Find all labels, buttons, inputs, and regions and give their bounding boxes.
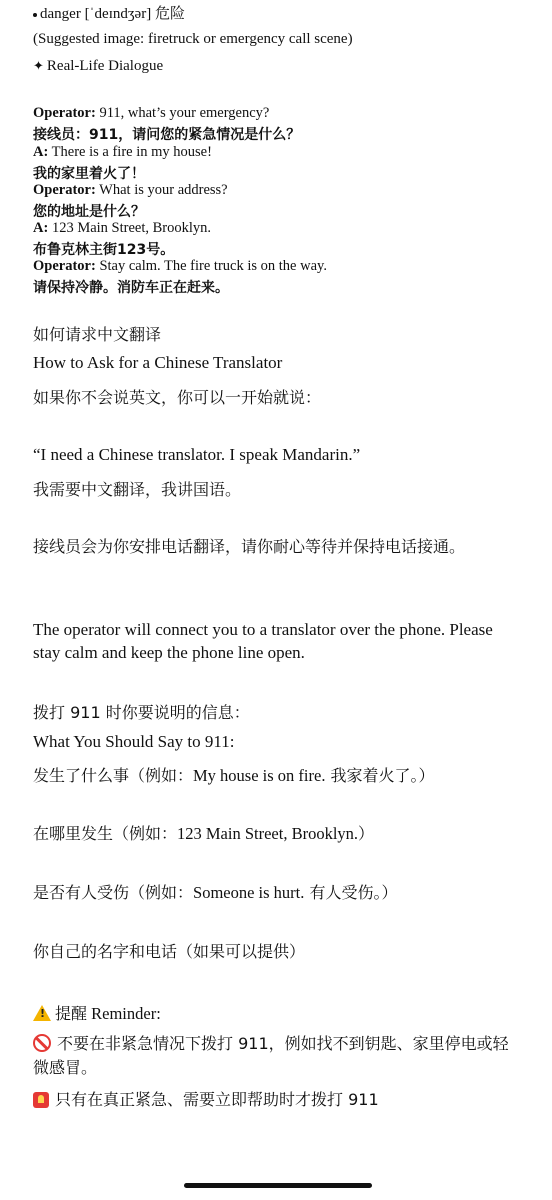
vocab-word: danger: [40, 6, 81, 22]
info-item: [33, 939, 305, 962]
translator-note-en: The operator will connect you to a translator over the phone. Please stay calm and keep the phone line open.: [33, 620, 493, 662]
reminder-item-1: [33, 1032, 515, 1080]
dialogue-line-en: [33, 258, 327, 275]
info-item-en: 123 Main Street, Brooklyn.: [177, 824, 359, 843]
dialogue-line-cn: 您的地址是什么？: [33, 204, 145, 220]
reminder-heading: [33, 1001, 161, 1024]
translator-note-cn: 接线员会为你安排电话翻译，请你耐心等待并保持电话接通。: [33, 537, 466, 556]
info-item: [33, 763, 435, 786]
info-title-cn: 拨打 911 时你要说明的信息：: [33, 703, 250, 722]
translator-title-en: How to Ask for a Chinese Translator: [33, 353, 283, 372]
reminder-item-2-text: 只有在真正紧急、需要立即帮助时才拨打 911: [55, 1090, 379, 1109]
translator-quote-cn: 我需要中文翻译，我讲国语。: [33, 480, 242, 499]
dialogue-line-en: [33, 144, 212, 161]
info-item: [33, 821, 374, 844]
sparkle-icon: ✦: [33, 59, 44, 74]
info-item-tail: 我家着火了。）: [325, 766, 435, 785]
translator-quote-en: “I need a Chinese translator. I speak Mandarin.”: [33, 445, 361, 464]
reminder-item-1-text: 不要在非紧急情况下拨打 911，例如找不到钥匙、家里停电或轻微感冒。: [33, 1034, 509, 1077]
home-indicator[interactable]: [184, 1183, 372, 1188]
dialogue-line-cn: 请保持冷静。消防车正在赶来。: [33, 280, 229, 296]
section-title: [33, 58, 163, 75]
dialogue-text: What is your address?: [95, 182, 228, 198]
reminder-label-cn: 提醒: [55, 1004, 88, 1023]
dialogue-line-en: [33, 182, 228, 199]
info-item-cn: 发生了什么事（例如：: [33, 766, 194, 785]
warning-icon: [33, 1005, 51, 1021]
dialogue-text: There is a fire in my house!: [48, 144, 212, 160]
dialogue-line-cn: 我的家里着火了！: [33, 166, 145, 182]
prohibited-icon: [33, 1034, 51, 1052]
speaker: Operator:: [33, 258, 96, 274]
suggested-image-note: (Suggested image: firetruck or emergency call scene): [33, 31, 353, 47]
bullet-dot: [33, 13, 37, 17]
reminder-label-en: Reminder:: [91, 1004, 161, 1023]
translator-intro: 如果你不会说英文，你可以一开始就说：: [33, 388, 322, 407]
info-item: [33, 880, 397, 903]
speaker: Operator:: [33, 182, 96, 198]
dialogue-text: 123 Main Street, Brooklyn.: [48, 220, 212, 236]
speaker: Operator:: [33, 105, 96, 121]
speaker: A:: [33, 220, 49, 236]
speaker: A:: [33, 144, 49, 160]
vocab-meaning: 危险: [154, 4, 185, 22]
info-item-cn: 在哪里发生（例如：: [33, 824, 178, 843]
info-item-tail: ）: [358, 824, 375, 843]
dialogue-text: 911, what’s your emergency?: [95, 105, 270, 121]
info-item-en: Someone is hurt.: [193, 883, 305, 902]
vocab-phonetic: [ˈdeɪndʒər]: [84, 6, 152, 22]
info-item-cn: 是否有人受伤（例如：: [33, 883, 194, 902]
translator-title-cn: 如何请求中文翻译: [33, 325, 162, 344]
reminder-item-2: [33, 1087, 379, 1110]
info-title-en: What You Should Say to 911:: [33, 732, 235, 751]
dialogue-line-cn: 接线员：911，请问您的紧急情况是什么？: [33, 127, 301, 143]
dialogue-line-cn: 布鲁克林主街123号。: [33, 242, 175, 258]
info-item-cn: 你自己的名字和电话（如果可以提供）: [33, 942, 306, 961]
dialogue-line-en: [33, 220, 211, 237]
vocab-entry: [33, 2, 185, 23]
info-item-tail: 有人受伤。）: [304, 883, 398, 902]
dialogue-line-en: [33, 105, 269, 122]
section-title-text: Real-Life Dialogue: [46, 58, 164, 74]
siren-icon: [33, 1092, 49, 1108]
dialogue-text: Stay calm. The fire truck is on the way.: [95, 258, 327, 274]
info-item-en: My house is on fire.: [193, 766, 326, 785]
